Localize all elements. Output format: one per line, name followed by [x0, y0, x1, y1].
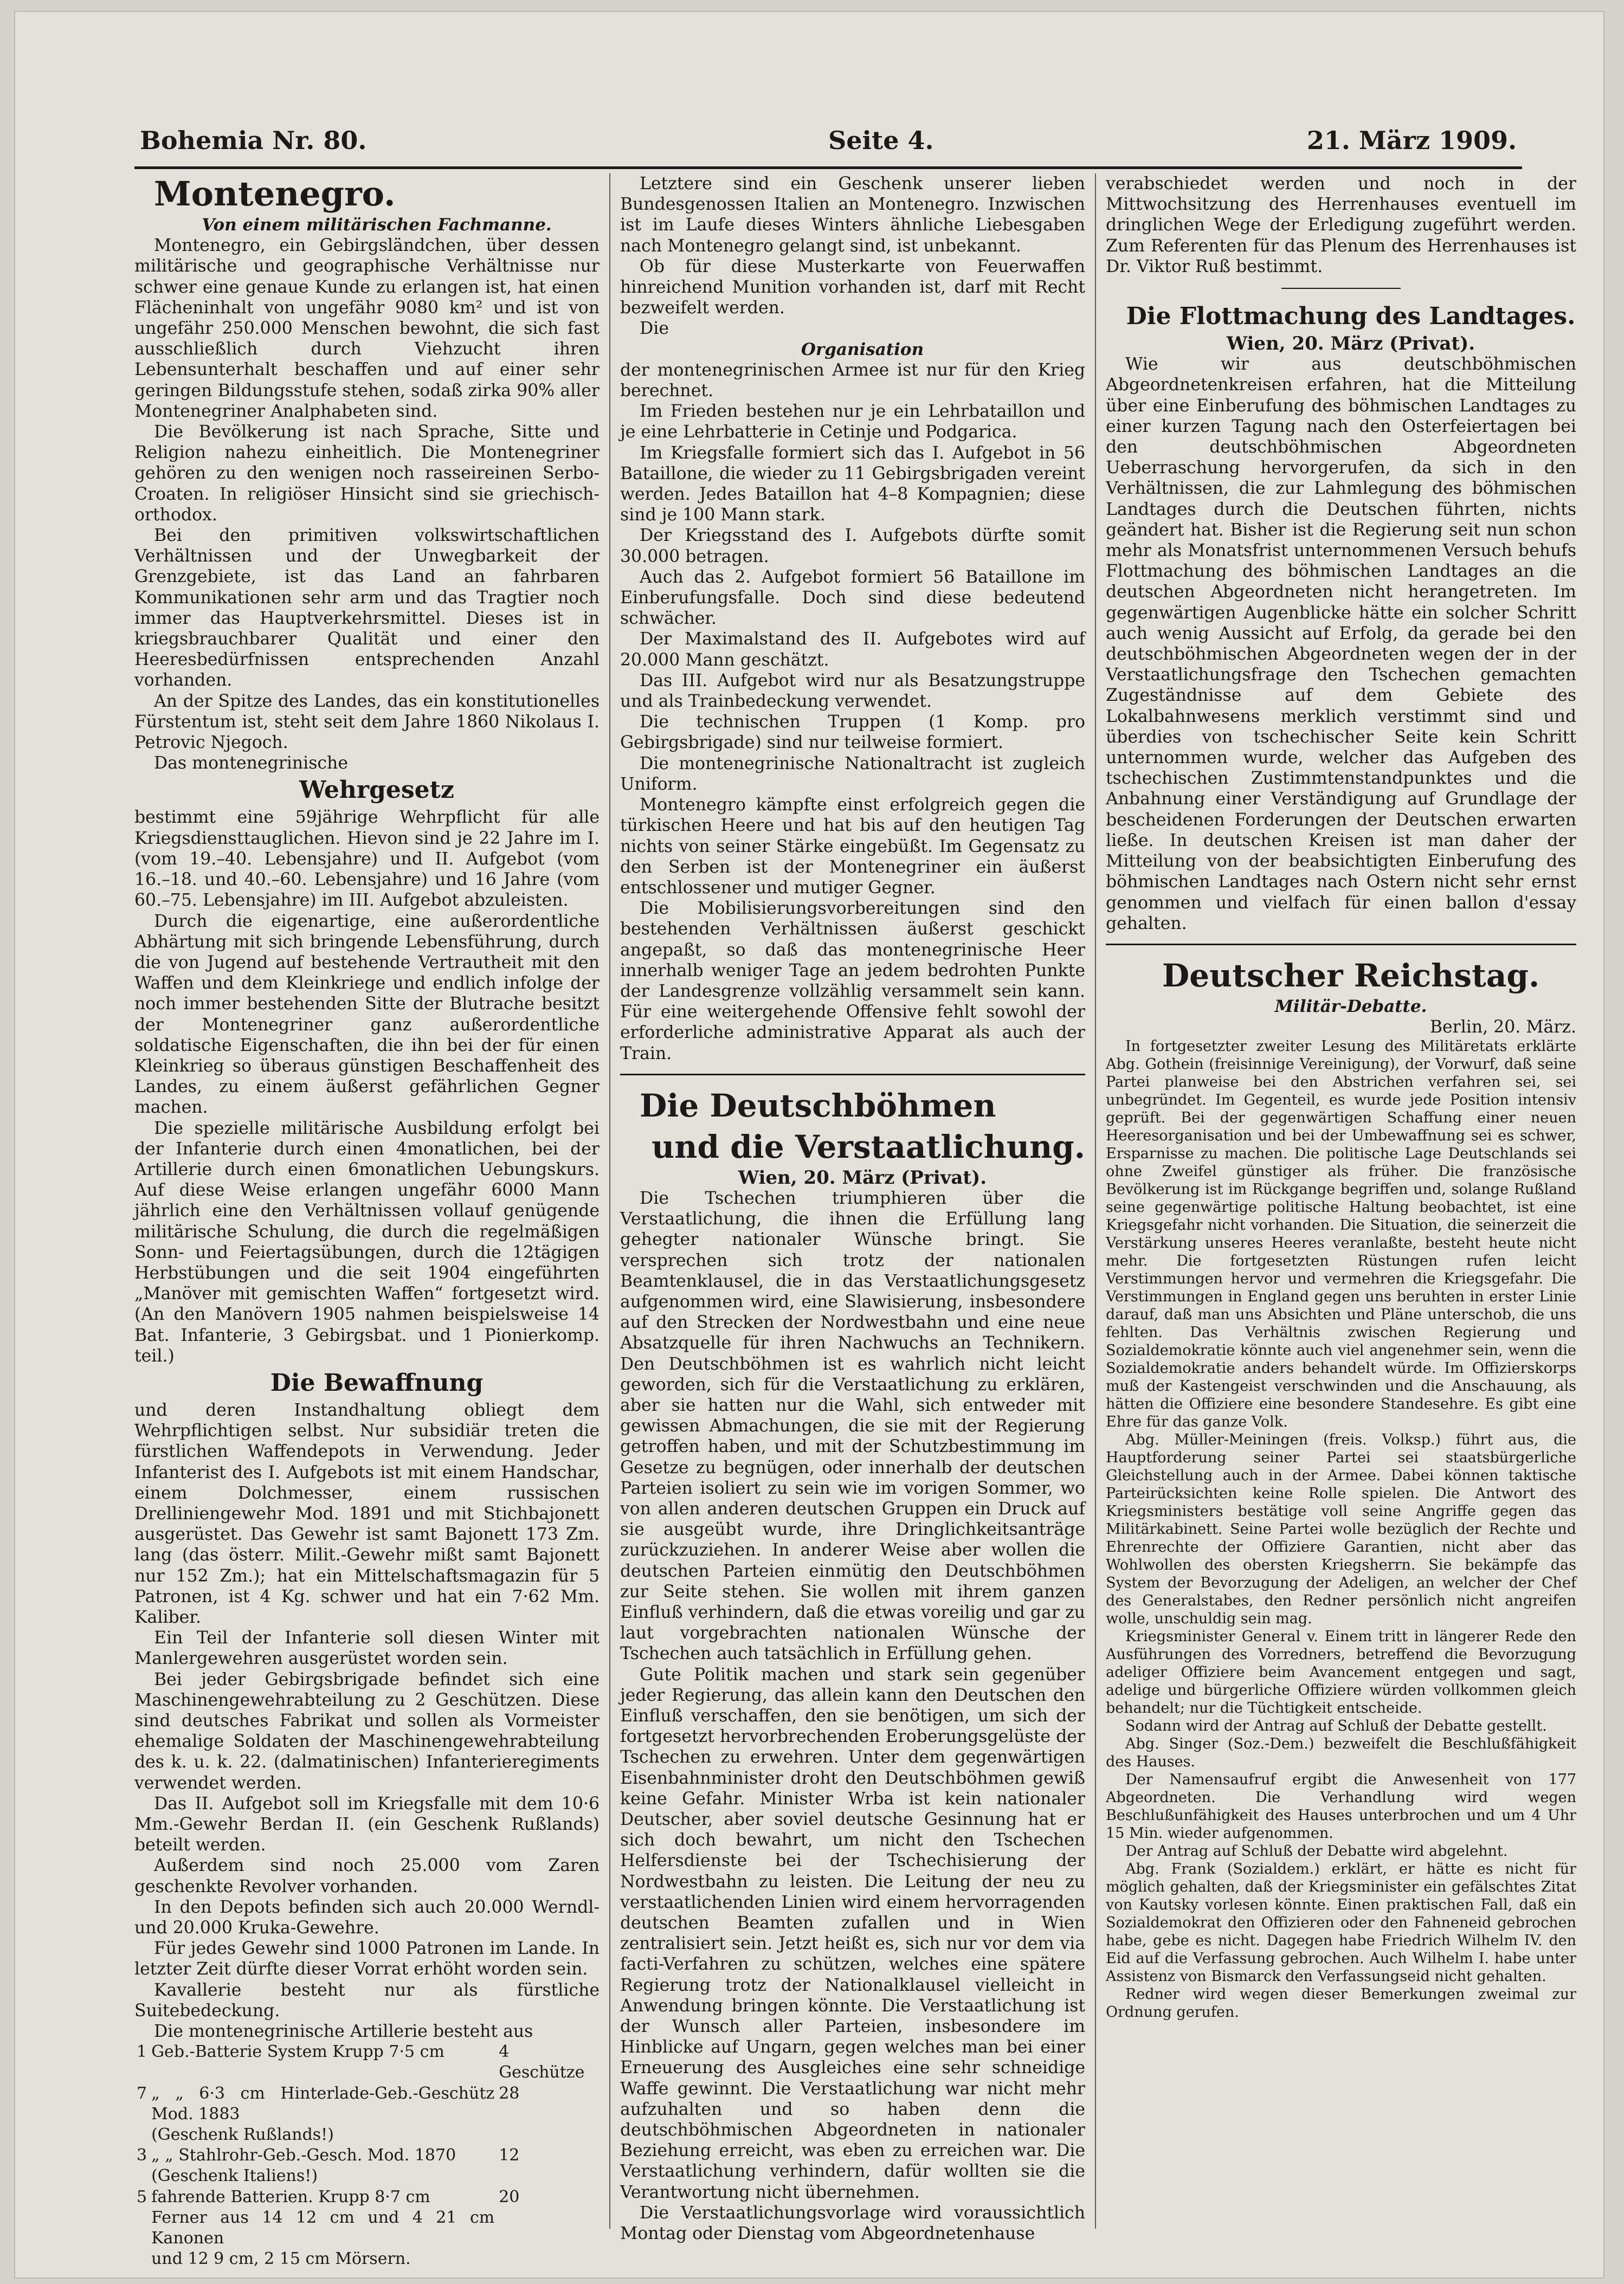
paragraph: Die montenegrinische Nationaltracht ist zugleich Uniform.: [620, 753, 1085, 794]
table-row: [134, 2083, 600, 2125]
paragraph: Durch die eigenartige, eine außerordentliche Abhärtung mit sich bringende Lebensführung, durch die von Jugend auf bestehende Vertrautheit mit den Waffen und dem Kleinkriege und endlich infolge der noch immer bestehenden Sitte der Blutrache besitzt der Montenegriner ganz außerordentliche soldatische Eigenschaften, die ihn bei der für einen Kleinkrieg so überaus günstigen Beschaffenheit des Landes, zu einem äußerst gefährlichen Gegner machen.: [134, 911, 600, 1118]
table-row: [134, 2166, 600, 2186]
table-cell: 28: [499, 2083, 520, 2103]
header-date: 21. März 1909.: [1306, 126, 1517, 155]
table-cell: „ „ 6·3 cm Hinterlade-Geb.-Geschütz Mod. 1883: [151, 2083, 495, 2124]
paragraph: Sodann wird der Antrag auf Schluß der Debatte gestellt.: [1125, 1718, 1547, 1735]
table-cell: 20: [499, 2187, 520, 2206]
article-title-deutschboehmen: Die Deutschböhmen: [640, 1087, 996, 1124]
table-cell: 5: [137, 2187, 147, 2206]
paragraph: Die: [640, 319, 669, 339]
paragraph: Der Antrag auf Schluß der Debatte wird abgelehnt.: [1125, 1843, 1508, 1860]
section-heading-militaer-debatte: Militär-Debatte.: [1274, 996, 1427, 1016]
table-row: [134, 2249, 600, 2269]
section-heading-bewaffnung: Die Bewaffnung: [270, 1369, 484, 1397]
table-cell: Ferner aus 14 12 cm und 4 21 cm Kanonen: [151, 2208, 495, 2248]
paragraph: In fortgesetzter zweiter Lesung des Militäretats erklärte Abg. Gothein (freisinnige Vereinigung), der Vorwurf, daß seine Partei planweise bei den Abstrichen verfahren sei, sei unbegründet. Im Gegenteil, es wurde jede Position intensiv geprüft. Bei der gegenwärtigen Schaffung einer neuen Heeresorganisation und bei der Umbewaffnung sei es schwer, Ersparnisse zu machen. Die politische Lage Deutschlands sei ohne Zweifel günstiger als früher. Die französische Bevölkerung ist im Rückgange begriffen und, solange Rußland seine gegenwärtige politische Haltung beobachtet, ist eine Kriegsgefahr nicht vorhanden. Die Situation, die seinerzeit die Verstärkung unseres Heeres veranlaßte, besteht heute nicht mehr. Die fortgesetzten Rüstungen rufen leicht Verstimmungen hervor und vermehren die Kriegsgefahr. Die Verstimmungen in England gegen uns beruhten in erster Linie darauf, daß man uns Absichten und Pläne unterschob, die uns fehlten. Das Verhältnis zwischen Regierung und Sozialdemokratie könnte auch viel angenehmer sein, wenn die Sozialdemokratie anders behandelt würde. Im Offizierskorps muß der Kastengeist verschwinden und die Anschauung, als hätten die Offiziere eine besondere Standesehre. Es gibt eine Ehre für das ganze Volk.: [1106, 1038, 1576, 1431]
paragraph: und deren Instandhaltung obliegt dem Wehrpflichtigen selbst. Nur subsidiär treten die fürstlichen Waffendepots in Verwendung. Jeder Infanterist des I. Aufgebots ist mit einem Handschar, einem Dolchmesser, einem russischen Drelliniengewehr Mod. 1891 und mit Stichbajonett ausgerüstet. Das Gewehr ist samt Bajonett 173 Zm. lang (das österr. Milit.-Gewehr mißt samt Bajonett nur 152 Zm.); hat ein Mittelschaftsmagazin für 5 Patronen, ist 4 Kg. schwer und hat ein 7·62 Mm. Kaliber.: [134, 1400, 600, 1627]
paragraph: Die Verstaatlichungsvorlage wird voraussichtlich Montag oder Dienstag vom Abgeordnetenhause: [620, 2203, 1085, 2244]
dateline: Wien, 20. März (Privat).: [1226, 333, 1475, 355]
paragraph: Ein Teil der Infanterie soll diesen Winter mit Manlergewehren ausgerüstet worden sein.: [134, 1628, 600, 1669]
article-byline: Von einem militärischen Fachmanne.: [202, 215, 552, 235]
table-cell: [497, 2208, 600, 2249]
page-header: [140, 115, 1517, 164]
paragraph: verabschiedet werden und noch in der Mittwochsitzung des Herrenhauses eventuell im dringlichen Wege der Erledigung zugeführt werden. Zum Referenten für das Plenum des Herrenhauses ist Dr. Viktor Ruß bestimmt.: [1106, 174, 1576, 276]
table-cell: Geb.-Batterie System Krupp 7·5 cm: [151, 2042, 444, 2062]
paragraph: Abg. Frank (Sozialdem.) erklärt, er hätte es nicht für möglich gehalten, daß der Kriegsminister ein gefälschtes Zitat von Kautsky vorlesen könnte. Einen praktischen Fall, daß ein Sozialdemokrat den Offizieren oder den Fahneneid gebrochen habe, gebe es nicht. Dagegen habe Friedrich Wilhelm IV. den Eid auf die Verfassung gebrochen. Auch Wilhelm I. habe unter Assistenz von Bismarck den Verfassungseid nicht gehalten.: [1106, 1861, 1576, 1985]
paragraph: Die Mobilisierungsvorbereitungen sind den bestehenden Verhältnissen äußerst geschickt angepaßt, so daß das montenegrinische Heer innerhalb weniger Tage an jedem bedrohten Punkte der Landesgrenze vollzählig versammelt sein kann. Für eine weitergehende Offensive fehlt sowohl der erforderliche administrative Apparat als auch der Train.: [620, 899, 1085, 1063]
table-cell: [134, 2208, 149, 2249]
article-title-flottmachung: Die Flottmachung des Landtages.: [1126, 302, 1576, 331]
newspaper-page: [15, 12, 1603, 2277]
table-row: [134, 2208, 600, 2249]
paragraph: Montenegro kämpfte einst erfolgreich gegen die türkischen Heere und hat bis auf den heutigen Tag nichts von seiner Stärke eingebüßt. Im Gegensatz zu den Serben ist der Montenegriner ein äußerst entschlossener und mutiger Gegner.: [620, 795, 1085, 898]
paragraph: Außerdem sind noch 25.000 vom Zaren geschenkte Revolver vorhanden.: [134, 1856, 600, 1896]
table-row: [134, 2042, 600, 2083]
table-cell: 12: [499, 2146, 520, 2165]
column-divider: [1095, 173, 1096, 2229]
paragraph: Bei den primitiven volkswirtschaftlichen Verhältnissen und der Unwegbarkeit der Grenzgebiete, ist das Land an fahrbaren Kommunikationen sehr arm und das Tragtier noch immer das Hauptverkehrsmittel. Dieses ist in kriegsbrauchbarer Qualität und einer den Heeresbedürfnissen entsprechenden Anzahl vorhanden.: [134, 526, 600, 691]
paragraph: Letztere sind ein Geschenk unserer lieben Bundesgenossen Italien an Montenegro. Inzwischen ist im Laufe dieses Winters ähnliche Liebesgaben nach Montenegro gelangt sind, ist unbekannt.: [620, 174, 1085, 256]
paragraph: Die technischen Truppen (1 Komp. pro Gebirgsbrigade) sind nur teilweise formiert.: [620, 712, 1085, 753]
header-rule: [134, 166, 1522, 169]
paragraph: Kriegsminister General v. Einem tritt in längerer Rede den Ausführungen des Vorredners, betreffend die Bevorzugung adeliger Offiziere beim Avancement entgegen und sagt, adelige und bürgerliche Offiziere würden vollkommen gleich behandelt; nur die Tüchtigkeit entscheide.: [1106, 1628, 1576, 1717]
table-cell: 7: [137, 2083, 147, 2103]
article-title-verstaatlichung: und die Verstaatlichung.: [652, 1128, 1085, 1165]
paragraph: Das montenegrinische: [154, 753, 348, 773]
section-heading-wehrgesetz: Wehrgesetz: [299, 776, 454, 804]
table-cell: (Geschenk Rußlands!): [151, 2125, 334, 2145]
article-separator: [1106, 944, 1576, 945]
paragraph: Gute Politik machen und stark sein gegenüber jeder Regierung, das allein kann den Deutschen den Einfluß verschaffen, den sie benötigen, um sich der fortgesetzt hervorbrechenden Eroberungsgelüste der Tschechen zu erwehren. Unter dem gegenwärtigen Eisenbahnminister droht den Deutschböhmen gewiß keine Gefahr. Minister Wrba ist kein nationaler Deutscher, aber soviel deutsche Gesinnung hat er sich doch bewahrt, um nicht den Tschechen Helfersdienste bei der Tschechisierung der Nordwestbahn zu leisten. Die Leitung der neu zu verstaatlichenden Linien wird einem hervorragenden deutschen Beamten zufallen und in Wien zentralisiert sein. Jetzt heißt es, sich nur vor dem via facti-Verfahren zu schützen, welches eine spätere Regierung trotz der Nationalklausel vielleicht in Anwendung bringen könnte. Die Verstaatlichung ist der Wunsch aller Parteien, insbesondere im Hinblicke auf Ungarn, gegen welches man bei einer Erneuerung des Ausgleiches eine sehr schneidige Waffe gewinnt. Die Verstaatlichung war nicht mehr aufzuhalten und so haben denn die deutschböhmischen Abgeordneten in nationaler Beziehung erreicht, was eben zu erreichen war. Die Verstaatlichung verhindern, dafür wollten sie die Verantwortung nicht übernehmen.: [620, 1664, 1085, 2202]
paragraph: Im Frieden bestehen nur je ein Lehrbataillon und je eine Lehrbatterie in Cetinje und Podgarica.: [620, 402, 1085, 442]
table-cell: 1: [137, 2042, 147, 2062]
table-cell: [497, 2249, 600, 2269]
table-row: [134, 2125, 600, 2145]
table-cell: 4 Geschütze: [499, 2042, 585, 2082]
table-cell: „ „ Stahlrohr-Geb.-Gesch. Mod. 1870: [151, 2146, 456, 2165]
table-cell: [497, 2125, 600, 2145]
paragraph: Wie wir aus deutschböhmischen Abgeordnetenkreisen erfahren, hat die Mitteilung über eine Einberufung des böhmischen Landtages zu einer kurzen Tagung nach den Osterfeiertagen bei den deutschböhmischen Abgeordneten Ueberraschung hervorgerufen, da sich in den Verhältnissen, die zur Lahmlegung des böhmischen Landtages durch die Deutschen führten, nichts geändert hat. Bisher ist die Regierung seit nun schon mehr als Monatsfrist unternommenen Versuch behufs Flottmachung des böhmischen Landtages an die deutschen Abgeordneten nicht herangetreten. Im gegenwärtigen Augenblicke hätte ein solcher Schritt auch wenig Aussicht auf Erfolg, da gerade bei den deutschböhmischen Abgeordneten wegen der in der Verstaatlichungsfrage den Tschechen gemachten Zugeständnisse auf dem Gebiete des Lokalbahnwesens merklich verstimmt sind und überdies von tschechischer Seite kein Schritt unternommen wurde, welcher das Aufgeben des tschechischen Zustimmtenstandpunktes und die Anbahnung einer Verständigung auf Grundlage der bescheidenen Forderungen der Deutschen erwarten ließe. In deutschen Kreisen ist man daher der Mitteilung von der beabsichtigten Einberufung des böhmischen Landtages nach Ostern nicht sehr ernst genommen und vielfach für einen ballon d'essay gehalten.: [1106, 354, 1576, 933]
paragraph: Ob für diese Musterkarte von Feuerwaffen hinreichend Munition vorhanden ist, darf mit Recht bezweifelt werden.: [620, 256, 1085, 318]
header-issue: Bohemia Nr. 80.: [140, 126, 367, 155]
paragraph: Im Kriegsfalle formiert sich das I. Aufgebot in 56 Bataillone, die wieder zu 11 Gebirgsbrigaden vereint werden. Jedes Bataillon hat 4–8 Kompagnien; diese sind je 100 Mann stark.: [620, 443, 1085, 525]
paragraph: In den Depots befinden sich auch 20.000 Werndl- und 20.000 Kruka-Gewehre.: [134, 1897, 600, 1938]
article-separator: [1281, 288, 1401, 289]
table-cell: und 12 9 cm, 2 15 cm Mörsern.: [151, 2249, 411, 2269]
paragraph: Auch das 2. Aufgebot formiert 56 Bataillone im Einberufungsfalle. Doch sind diese bedeutend schwächer.: [620, 567, 1085, 629]
paragraph: Die spezielle militärische Ausbildung erfolgt bei der Infanterie durch einen 4monatlichen, bei der Artillerie durch einen 6monatlichen Uebungskurs. Auf diese Weise erlangen ungefähr 6000 Mann jährlich eine den Verhältnissen vollauf genügende militärische Schulung, die durch die regelmäßigen Sonn- und Feiertagsübungen, durch die 12tägigen Herbstübungen und die seit 1904 eingeführten „Manöver mit gemischten Waffen“ fortgesetzt wird. (An den Manövern 1905 nahmen beispielsweise 14 Bat. Infanterie, 3 Gebirgsbat. und 1 Pionierkomp. teil.): [134, 1118, 600, 1366]
table-cell: (Geschenk Italiens!): [151, 2166, 318, 2186]
paragraph: Montenegro, ein Gebirgsländchen, über dessen militärische und geographische Verhältnisse nur schwer eine genaue Kunde zu erlangen ist, hat einen Flächeninhalt von ungefähr 9080 km² und ist von ungefähr 250.000 Menschen bewohnt, die sich fast ausschließlich durch Viehzucht ihren Lebensunterhalt beschaffen und auf einer sehr geringen Bildungsstufe stehen, sodaß zirka 90% aller Montenegriner Analphabeten sind.: [134, 236, 600, 421]
column-divider: [609, 173, 610, 2229]
paragraph: Kavallerie besteht nur als fürstliche Suitebedeckung.: [134, 1980, 600, 2021]
paragraph: Die Bevölkerung ist nach Sprache, Sitte und Religion nahezu einheitlich. Die Montenegriner gehören zu den wenigen noch rasseireinen Serbo-Croaten. In religiöser Hinsicht sind sie griechisch-orthodox.: [134, 422, 600, 525]
paragraph: An der Spitze des Landes, das ein konstitutionelles Fürstentum ist, steht seit dem Jahre 1860 Nikolaus I. Petrovic Njegoch.: [134, 691, 600, 753]
table-row: [134, 2145, 600, 2166]
table-cell: [134, 2125, 149, 2145]
table-cell: [134, 2166, 149, 2186]
dateline: Berlin, 20. März.: [1429, 1017, 1576, 1037]
table-cell: 3: [137, 2146, 147, 2165]
artillery-table: [134, 2042, 600, 2269]
paragraph: Redner wird wegen dieser Bemerkungen zweimal zur Ordnung gerufen.: [1106, 1986, 1576, 2021]
paragraph: der montenegrinischen Armee ist nur für den Krieg berechnet.: [620, 360, 1085, 401]
article-title-reichstag: Deutscher Reichstag.: [1162, 957, 1540, 994]
table-row: [134, 2187, 600, 2208]
column-1: [134, 173, 600, 2269]
table-cell: [497, 2166, 600, 2186]
paragraph: Die Tschechen triumphieren über die Verstaatlichung, die ihnen die Erfüllung lang gehegter nationaler Wünsche bringt. Sie versprechen sich trotz der nationalen Beamtenklausel, die in das Verstaatlichungsgesetz aufgenommen wird, eine Slawisierung, insbesondere auf den Strecken der Nordwestbahn und eine neue Absatzquelle für ihren Nachwuchs an Technikern. Den Deutschböhmen ist es wahrlich nicht leicht geworden, sich für die Verstaatlichung zu erklären, aber sie hatten nur die Wahl, sich entweder mit gewissen Abmachungen, die sie mit der Regierung getroffen haben, und mit der Schutzbestimmung im Gesetze zu begnügen, oder innerhalb der deutschen Parteien isoliert zu sein wie im vorigen Sommer, wo von allen anderen deutschen Gruppen ein Druck auf sie ausgeübt wurde, ihre Dringlichkeitsanträge zurückzuziehen. In anderer Weise aber wollen die deutschen Parteien einmütig den Deutschböhmen zur Seite stehen. Sie wollen mit ihrem ganzen Einfluß verhindern, daß die etwas voreilig und gar zu laut vorgebrachten nationalen Wünsche der Tschechen auch tatsächlich in Erfüllung gehen.: [620, 1188, 1085, 1664]
table-cell: fahrende Batterien. Krupp 8·7 cm: [151, 2187, 430, 2206]
paragraph: Der Kriegsstand des I. Aufgebots dürfte somit 30.000 betragen.: [620, 526, 1085, 566]
paragraph: Für jedes Gewehr sind 1000 Patronen im Lande. In letzter Zeit dürfte dieser Vorrat erhöht worden sein.: [134, 1939, 600, 1979]
paragraph: Die montenegrinische Artillerie besteht aus: [154, 2022, 533, 2042]
article-separator: [620, 1074, 1085, 1075]
paragraph: Das II. Aufgebot soll im Kriegsfalle mit dem 10·6 Mm.-Gewehr Berdan II. (ein Geschenk Rußlands) beteilt werden.: [134, 1793, 600, 1855]
paragraph: Abg. Singer (Soz.-Dem.) bezweifelt die Beschlußfähigkeit des Hauses.: [1106, 1735, 1576, 1771]
dateline: Wien, 20. März (Privat).: [738, 1166, 987, 1189]
paragraph: Der Namensaufruf ergibt die Anwesenheit von 177 Abgeordneten. Die Verhandlung wird wegen Beschlußunfähigkeit des Hauses unterbrochen und um 4 Uhr 15 Min. wieder aufgenommen.: [1106, 1771, 1576, 1842]
section-heading-organisation: Organisation: [801, 339, 924, 359]
paragraph: Der Maximalstand des II. Aufgebotes wird auf 20.000 Mann geschätzt.: [620, 629, 1085, 670]
article-title-montenegro: Montenegro.: [154, 174, 396, 214]
paragraph: Das III. Aufgebot wird nur als Besatzungstruppe und als Trainbedeckung verwendet.: [620, 670, 1085, 712]
column-3: [1106, 173, 1576, 2229]
paragraph: Bei jeder Gebirgsbrigade befindet sich eine Maschinengewehrabteilung zu 2 Geschützen. Diese sind deutsches Fabrikat und sollen als Vormeister ehemalige Soldaten der Maschinengewehrabteilung des k. u. k. 22. (dalmatinischen) Infanterieregiments verwendet werden.: [134, 1669, 600, 1793]
paragraph: Abg. Müller-Meiningen (freis. Volksp.) führt aus, die Hauptforderung seiner Partei sei staatsbürgerliche Gleichstellung auch in der Armee. Dabei können taktische Parteirücksichten keine Rolle spielen. Die Antwort des Kriegsministers bestätige voll seine Angriffe gegen das Militärkabinett. Seine Partei wolle bezüglich der Rechte und Ehrenrechte der Offiziere Garantien, nicht aber das Wohlwollen des obersten Kriegsherrn. Sie bekämpfe das System der Bevorzugung der Adeligen, an welcher der Chef des Generalstabes, den Redner persönlich nicht angreifen wolle, unschuldig sein mag.: [1106, 1431, 1576, 1628]
paragraph: bestimmt eine 59jährige Wehrpflicht für alle Kriegsdiensttauglichen. Hievon sind je 22 Jahre im I. (vom 19.–40. Lebensjahre) und II. Aufgebot (vom 16.–18. und 40.–60. Lebensjahre) und 16 Jahre (vom 60.–75. Lebensjahre) im III. Aufgebot abzuleisten.: [134, 808, 600, 911]
header-page-number: Seite 4.: [828, 126, 934, 155]
table-cell: [134, 2249, 149, 2269]
column-2: [620, 173, 1085, 2244]
